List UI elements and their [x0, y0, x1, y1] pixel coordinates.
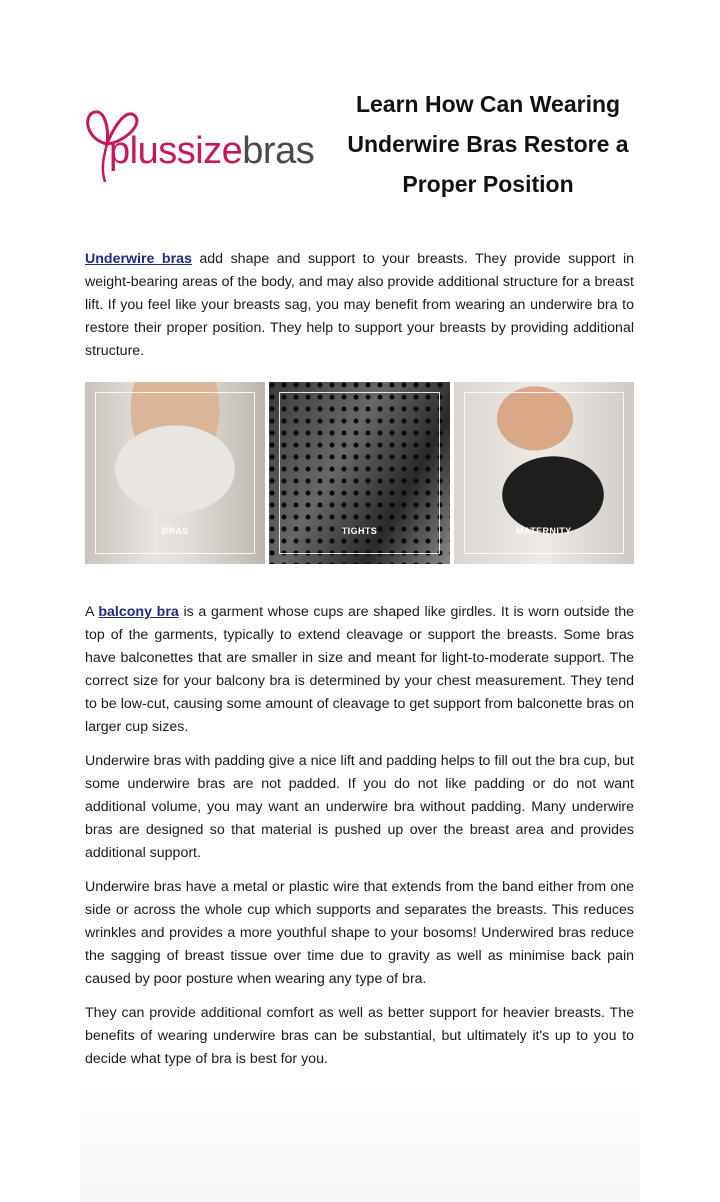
gallery-tile-tights[interactable] — [269, 382, 449, 564]
page-title: Learn How Can Wearing Underwire Bras Restore a Proper Position — [347, 91, 629, 197]
header — [85, 84, 635, 204]
underwire-bras-link[interactable]: Underwire bras — [85, 251, 192, 267]
gallery-tile-bras[interactable] — [85, 382, 265, 564]
intro-section — [85, 248, 634, 374]
gallery-caption: TIGHTS — [341, 526, 378, 536]
intro-paragraph: Underwire bras add shape and support to your breasts. They provide support in weight-bearing areas of the body, and may also provide additional structure for a breast lift. If you feel like your breasts sag, you may benefit from wearing an underwire bra to restore their proper position. They help to support your breasts by providing additional structure. — [85, 251, 634, 359]
logo-wordmark: plussizebras — [109, 130, 315, 172]
body-section — [85, 601, 634, 1082]
gallery-caption: BRAS — [161, 526, 189, 536]
page-footer-shade — [80, 1085, 640, 1202]
logo[interactable] — [85, 104, 345, 184]
benefits-paragraph: They can provide additional comfort as well as better support for heavier breasts. The benefits of wearing underwire bras can be substantial, but ultimately it's up to you to decide what type of bra is best for you. — [85, 1005, 634, 1067]
balcony-bra-link[interactable]: balcony bra — [98, 604, 179, 620]
gallery-tile-maternity[interactable] — [454, 382, 634, 564]
balcony-paragraph: A balcony bra is a garment whose cups are shaped like girdles. It is worn outside the top of the garments, typically to extend cleavage or support the breasts. Some bras have balconettes that are smaller in size and meant for light-to-moderate support. The correct size for your balcony bra is determined by your chest measurement. They tend to be low-cut, causing some amount of cleavage to get support from balconette bras on larger cup sizes. — [85, 604, 634, 735]
wire-paragraph: Underwire bras have a metal or plastic wire that extends from the band either from one side or across the whole cup which supports and separates the breasts. This reduces wrinkles and provides a more youthful shape to your bosoms! Underwired bras reduce the sagging of breast tissue over time due to gravity as well as minimise back pain caused by poor posture when wearing any type of bra. — [85, 879, 634, 987]
gallery-caption: MATERNITY — [516, 526, 572, 536]
padding-paragraph: Underwire bras with padding give a nice lift and padding helps to fill out the bra cup, but some underwire bras are not padded. If you do not like padding or do not want additional volume, you may want an underwire bra without padding. Many underwire bras are designed so that material is pushed up over the breast area and provides additional support. — [85, 753, 634, 861]
category-gallery — [85, 382, 634, 564]
